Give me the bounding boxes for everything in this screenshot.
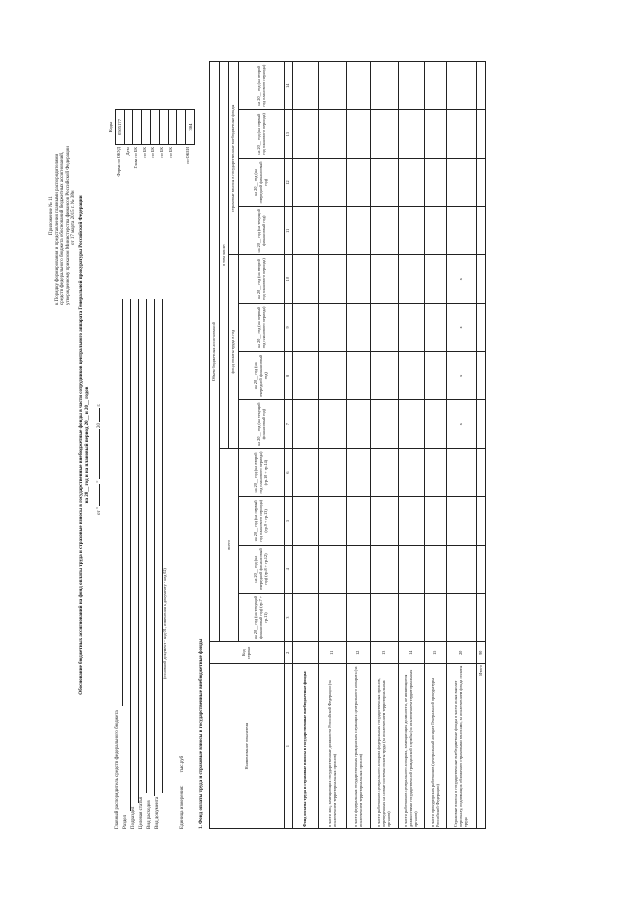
table-row [425,62,447,829]
field-line[interactable] [147,299,155,796]
header-fot: фонд оплаты труда в год [229,255,239,448]
value-cell[interactable] [347,255,371,303]
value-cell[interactable] [477,400,486,448]
row-name: в части работников центрального аппарата федеральных государственных органов, переведенных на новые системы оплаты труда (за исключением территориальных органов) [371,664,399,829]
value-cell[interactable] [319,110,347,158]
appendix-title: Приложение № 11 [49,196,54,235]
row-code [293,642,319,664]
value-cell[interactable] [399,110,425,158]
code-label: по БК [141,147,147,158]
value-cell[interactable] [399,158,425,206]
code-cell[interactable] [168,110,177,145]
header-incl: в том числе: [220,62,229,449]
value-cell[interactable] [425,400,447,448]
value-cell[interactable] [347,593,371,641]
value-cell[interactable] [319,255,347,303]
value-cell[interactable] [371,593,399,641]
value-cell[interactable] [399,303,425,351]
row-name: Итого [477,664,486,829]
field-line[interactable] [131,299,139,803]
table-body [293,62,486,829]
value-cell[interactable] [425,207,447,255]
okud-label: Форма по ОКУД [116,147,121,177]
field-label: Вид документа [155,796,160,829]
value-cell[interactable] [477,158,486,206]
row-name: Фонд оплаты труда и страховые взносы в государственные внебюджетные фонды: [293,664,319,829]
codes-header: Коды [107,110,115,145]
value-cell[interactable] [293,545,319,593]
header-name: Наименование показателя [210,664,285,829]
code-cell[interactable] [142,110,151,145]
column-number: 2 [285,642,293,664]
section-title: 1. Фонд оплаты труда и страховые взносы в государственные внебюджетные фонды [199,638,204,829]
value-cell[interactable] [399,352,425,400]
code-cell[interactable] [133,110,142,145]
value-cell[interactable] [447,207,477,255]
row-name: в части лиц, замещающих государственные должности Российской Федерации (за исключением территориальных органов) [319,664,347,829]
date-g: г. [97,403,102,407]
value-cell[interactable] [447,545,477,593]
row-name: Страховые взносы в государственные внебюджетные фонды в части иных выплат персоналу, подлежащих обложению страховыми взносами, за исключением фонда оплаты труда [447,664,477,829]
field-row [139,299,147,829]
column-number: 12 [285,158,293,206]
code-label: по БК [150,147,156,158]
value-cell[interactable] [399,255,425,303]
code-cell[interactable] [124,110,133,145]
header-col: на 20__ год (на первый год планового периода) [239,110,285,158]
value-cell[interactable] [425,497,447,545]
field-row [155,299,163,829]
value-cell[interactable] [399,545,425,593]
value-cell[interactable] [371,255,399,303]
value-cell[interactable] [293,400,319,448]
value-cell[interactable] [293,158,319,206]
header-col: на 20__ год (на второй год планового периода) [239,62,285,110]
row-code: 13 [371,642,399,664]
value-cell[interactable] [319,352,347,400]
value-cell[interactable] [371,158,399,206]
table-row [347,62,371,829]
field-label: Вид расходов [147,800,152,829]
appendix-line: от 17 марта 2015 г. № 38н [71,190,77,245]
date-line [97,315,103,515]
code-cell[interactable] [159,110,168,145]
value-cell[interactable] [371,62,399,110]
value-cell[interactable] [477,545,486,593]
title-line-2: на 20__ год и на плановый период 20__ и 20__ годов [84,386,90,504]
value-cell[interactable] [319,448,347,496]
value-cell[interactable] [347,62,371,110]
value-cell[interactable] [347,207,371,255]
table-row [399,62,425,829]
value-cell[interactable] [425,448,447,496]
value-cell[interactable]: x [447,303,477,351]
value-cell[interactable] [293,110,319,158]
column-number: 11 [285,207,293,255]
value-cell[interactable] [319,400,347,448]
date-from: от " [97,507,102,515]
value-cell[interactable] [319,303,347,351]
row-code: 11 [319,642,347,664]
value-cell[interactable] [399,593,425,641]
value-cell[interactable] [293,448,319,496]
value-cell[interactable] [319,62,347,110]
field-row [147,299,155,829]
table-row [447,62,477,829]
value-cell[interactable] [319,593,347,641]
header-col: на 20__ год (на текущий финансовый год) (гр.7 + гр.11) [239,593,285,641]
appendix-line: средств федерального бюджета обоснований бюджетных ассигнований, [60,151,66,305]
value-cell[interactable] [399,448,425,496]
unit-label: Единица измерения: [180,785,185,829]
value-cell[interactable] [477,110,486,158]
value-cell[interactable] [293,207,319,255]
row-code: 12 [347,642,371,664]
value-cell[interactable] [477,207,486,255]
header-col: на 20__ год (на очередной финансовый год) [239,352,285,400]
field-label: Целевая статья [139,797,144,829]
row-name: в части работников центрального аппарата, замещающих должности, не являющиеся должностями государственной гражданской службы (за исключением территориальных органов) [399,664,425,829]
value-cell[interactable] [399,497,425,545]
value-cell[interactable] [425,545,447,593]
field-line[interactable] [115,299,123,706]
date-quote: " [97,480,102,483]
code-cell[interactable] [177,110,186,145]
table-row [319,62,347,829]
date-year: 20 [97,423,102,429]
code-label: по БК [167,147,173,158]
value-cell[interactable] [371,110,399,158]
page-title [79,85,90,805]
value-cell[interactable] [371,497,399,545]
value-cell[interactable] [477,593,486,641]
column-number: 14 [285,62,293,110]
value-cell[interactable] [347,158,371,206]
value-cell[interactable] [477,303,486,351]
value-cell[interactable] [371,207,399,255]
column-number: 10 [285,255,293,303]
value-cell[interactable] [447,110,477,158]
codes-labels [115,147,192,193]
value-cell[interactable] [447,593,477,641]
field-label: Раздел [123,814,128,829]
header-code: Код строки [210,642,285,664]
value-cell[interactable] [477,255,486,303]
value-cell[interactable] [347,545,371,593]
table-row [477,62,486,829]
value-cell[interactable] [371,545,399,593]
row-code: 14 [399,642,425,664]
row-code: 90 [477,642,486,664]
column-numbers [285,62,293,829]
value-cell[interactable] [477,448,486,496]
column-number: 6 [285,448,293,496]
value-cell[interactable] [425,255,447,303]
ot-table [209,61,486,829]
value-cell[interactable] [399,207,425,255]
header-col: на 20__ год (на текущий финансовый год) [239,207,285,255]
value-cell[interactable] [399,62,425,110]
form-fields [115,299,168,829]
value-cell[interactable] [371,448,399,496]
field-line[interactable] [155,299,163,793]
field-row [115,299,123,829]
value-cell[interactable] [477,352,486,400]
value-cell[interactable] [425,158,447,206]
header-col: на 20__ год (на второй год планового периода) (гр.10 + гр.14) [239,448,285,496]
value-cell[interactable] [293,255,319,303]
value-cell[interactable] [477,497,486,545]
value-cell[interactable] [319,497,347,545]
value-cell[interactable] [293,352,319,400]
value-cell[interactable] [347,110,371,158]
column-number: 9 [285,303,293,351]
row-code: 15 [425,642,447,664]
value-cell[interactable] [447,62,477,110]
column-number: 4 [285,545,293,593]
column-number: 1 [285,664,293,829]
value-cell[interactable] [319,207,347,255]
code-label: по БК [158,147,164,158]
okei-label: по ОКЕИ [184,147,190,164]
unit-value: тыс.руб [180,755,185,773]
code-label: Дата [124,147,130,156]
value-cell[interactable] [371,400,399,448]
field-label: Подраздел [131,806,136,829]
value-cell[interactable]: x [447,255,477,303]
title-line-1: Обоснование бюджетных ассигнований на фонд оплаты труда и страховые взносы в государственные внебюджетные фонды в части сотрудников центрального аппарата Генеральной прокуратуры Российской Федерации [79,195,84,695]
value-cell[interactable] [447,497,477,545]
header-col: на 20__ год (на текущий финансовый год) [239,400,285,448]
doc-hint: (основной документ - код 01, изменения к документу - код 02) [162,568,167,679]
value-cell[interactable] [425,352,447,400]
value-cell[interactable] [347,497,371,545]
header-ins: страховые взносы в государственные внебюджетные фонды [229,62,239,255]
header-col: на 20__ год (на очередной финансовый год) (гр.8 + гр.12) [239,545,285,593]
table-row [371,62,399,829]
column-number: 3 [285,593,293,641]
value-cell[interactable] [347,400,371,448]
header-col: на 20__ год (на второй год планового периода) [239,255,285,303]
value-cell[interactable] [319,545,347,593]
value-cell[interactable]: x [447,352,477,400]
appendix-block [49,65,77,305]
table-row [293,62,319,829]
value-cell[interactable] [347,352,371,400]
value-cell[interactable] [399,400,425,448]
header-col: на 20__ год (на очередной финансовый год) [239,158,285,206]
value-cell[interactable] [425,110,447,158]
rotated-form-sheet [37,55,607,845]
value-cell[interactable] [447,448,477,496]
unit-line [180,756,186,829]
column-number: 8 [285,352,293,400]
code-label: Глава по БК [133,147,139,169]
value-cell[interactable] [293,497,319,545]
value-cell[interactable] [477,62,486,110]
field-label: Главный распорядитель средств федерального бюджета [115,710,120,829]
okei-value[interactable]: 384 [186,110,195,145]
row-code: 20 [447,642,477,664]
header-col: на 20__ год (на первый год планового периода) (гр.9 + гр.13) [239,497,285,545]
appendix-line: утвержденному приказом Министерства финансов Российской Федерации [65,146,71,305]
column-number: 5 [285,497,293,545]
row-name: в части прокурорских работников (центральный аппарат Генеральной прокуратуры Российской Федерации) [425,664,447,829]
value-cell[interactable] [425,62,447,110]
code-cell[interactable] [150,110,159,145]
value-cell[interactable] [293,303,319,351]
column-number: 13 [285,110,293,158]
field-line[interactable] [123,299,131,811]
header-total: всего [220,448,239,641]
field-row [123,299,131,829]
value-cell[interactable] [447,158,477,206]
field-line[interactable] [139,299,147,793]
value-cell[interactable]: x [447,400,477,448]
value-cell[interactable] [347,448,371,496]
value-cell[interactable] [371,352,399,400]
value-cell[interactable] [293,593,319,641]
value-cell[interactable] [425,303,447,351]
header-col: на 20__ год (на первый год планового периода) [239,303,285,351]
value-cell[interactable] [371,303,399,351]
appendix-line: к Порядку формирования и представления главными распорядителями [54,153,60,305]
field-row [131,299,139,829]
value-cell[interactable] [425,593,447,641]
column-number: 7 [285,400,293,448]
value-cell[interactable] [347,303,371,351]
okud-value[interactable]: 0505177 [115,110,124,145]
value-cell[interactable] [293,62,319,110]
header-volume: Объем бюджетных ассигнований [210,62,220,642]
row-name: в части федеральных государственных гражданских служащих центрального аппарата (за исключением территориальных органов) [347,664,371,829]
value-cell[interactable] [319,158,347,206]
codes-box [107,109,195,145]
